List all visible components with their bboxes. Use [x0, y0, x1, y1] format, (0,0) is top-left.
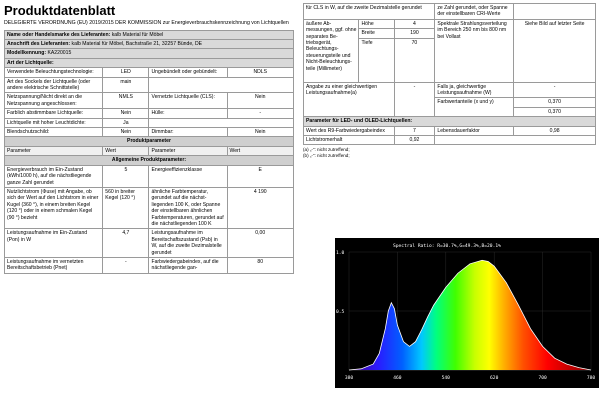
col-param: Parameter — [5, 146, 103, 155]
x-tick-label: 540 — [441, 376, 450, 381]
width-value: 190 — [394, 29, 435, 38]
model-label: Modellkennung: — [7, 50, 47, 57]
socket-value: main — [103, 77, 149, 93]
supplier-name-row — [5, 30, 294, 39]
general-section-title: Allgemeine Produktparameter: — [5, 156, 294, 165]
supplier-address-label: Anschrift des Lieferanten: — [7, 41, 71, 47]
spectral-value: Siehe Bild auf letzter Seite — [514, 19, 596, 82]
x-tick-label: 620 — [490, 376, 499, 381]
product-table-continued — [303, 3, 596, 145]
equiv-flux-label: Falls ja, gleichwertige Leistungsaufnahme (W) — [435, 82, 514, 98]
table-row — [5, 77, 294, 93]
table-row — [5, 118, 294, 127]
table-row — [5, 93, 294, 109]
envelope-label: Hülle: — [149, 109, 227, 118]
spectral-label: Spektrale Strahlungsverteilung im Bereich 250 nm bis 800 nm bei Vollast — [435, 19, 514, 82]
y-axis-ticks — [336, 250, 345, 315]
standby-label: Leistungsaufnahme im Bereitschaftszustand (Psb) in W, auf die zweite Dezimalstelle gerundet — [149, 229, 227, 258]
chart-title: Spectral Ratio: R=30.7%,G=49.3%,B=20.1% — [393, 244, 501, 249]
table-row — [5, 109, 294, 118]
table-row — [5, 128, 294, 137]
r9-label: Wert des R9-Farbwiedergabeindex — [304, 126, 395, 135]
x-tick-label: 780 — [586, 376, 596, 381]
height-label: Höhe — [359, 19, 394, 28]
socket-label: Art des Sockels der Lichtquelle (oder andere elektrische Schnittstelle) — [5, 77, 103, 93]
y-value: 0,370 — [514, 107, 596, 116]
top-label: für CLS in W, auf die zweite Dezimalstelle gerundet — [304, 4, 435, 20]
flux-label: Nutzlichtstrom (Φuse) mit Angabe, ob sich der Wert auf den Lichtstrom in einer Kugel (360 °), in einem breiten Kegel (120 °) oder in einem schmalen Kegel (90 °) bezieht — [5, 187, 103, 228]
regulation-subtitle: DELEGIERTE VERORDNUNG (EU) 2019/2015 DER KOMMISSION zur Energieverbrauchskennzeichnung von Lichtquellen — [4, 20, 289, 26]
eclass-value: E — [227, 165, 294, 187]
depth-label: Tiefe — [359, 38, 394, 82]
standby-value: 0,00 — [227, 229, 294, 258]
model-id: KA220015 — [47, 50, 72, 57]
width-label: Breite — [359, 29, 394, 38]
cct-label: ähnliche Farbtemperatur, gerundet auf die nächstliegenden 100 K, oder Spanne der einstellbaren ähnlichen Farbtemperaturen, gerundet auf die nächstliegenden 100 K — [149, 187, 227, 228]
maintenance-value: 0,92 — [394, 136, 435, 145]
table-row — [5, 229, 294, 258]
networked-label: Leistungsaufnahme im vernetzten Bereitschaftsbetrieb (Pnet) — [5, 257, 103, 273]
network-label: Netzspannung/Nicht direkt an die Netzspannung angeschlossen: — [5, 93, 103, 109]
top-cri-label: ze Zahl gerundet, oder Spanne der einstellbaren CRI-Werte — [435, 4, 514, 20]
color-label: Farblich abstimmbare Lichtquelle: — [5, 109, 103, 118]
type-label: Art der Lichtquelle: — [5, 58, 294, 67]
power-on-label: Leistungsaufnahme im Ein-Zustand (Pon) in W — [5, 229, 103, 258]
type-row — [5, 58, 294, 67]
y-tick-label: 1.0 — [336, 251, 345, 256]
supplier-address-row — [5, 40, 294, 49]
xy-label: Farbwertanteile (x und y) — [435, 98, 514, 117]
dimmable-value: Nein — [227, 128, 294, 137]
table-row — [5, 187, 294, 228]
x-axis-ticks — [345, 375, 596, 381]
table-row — [5, 165, 294, 187]
left-page — [4, 3, 294, 415]
section-header — [304, 117, 596, 126]
cri-label: Farbwiedergabeindex, auf die nächstliegende gan- — [149, 257, 227, 273]
luminance-value: Ja — [103, 118, 149, 127]
envelope-value: - — [227, 109, 294, 118]
led-section-title: Parameter für LED- und OLED-Lichtquellen: — [304, 117, 596, 126]
network-value: NMLS — [103, 93, 149, 109]
tech-value: LED — [103, 68, 149, 77]
eclass-label: Energieeffizienzklasse — [149, 165, 227, 187]
x-tick-label: 700 — [538, 376, 547, 381]
r9-value: 7 — [394, 126, 435, 135]
footnote-a: (a) „-“: nicht zutreffend; — [303, 147, 350, 153]
table-row — [304, 19, 596, 28]
section-header — [5, 137, 294, 146]
luminance-label: Lichtquelle mit hoher Leuchtdichte: — [5, 118, 103, 127]
col-value-2: Wert — [227, 146, 294, 155]
x-value: 0,370 — [514, 98, 596, 107]
depth-value: 70 — [394, 38, 435, 82]
cls-label: Vernetzte Lichtquelle (CLS): — [149, 93, 227, 109]
cct-value: 4 190 — [227, 187, 294, 228]
x-tick-label: 380 — [344, 376, 354, 381]
footnote-b: (b) „-“: nicht zutreffend; — [303, 153, 350, 159]
supplier-address: kalb Material für Möbel, Bachstraße 21, 32257 Bünde, DE — [71, 41, 203, 47]
table-row — [304, 136, 596, 145]
supplier-name-label: Name oder Handelsmarke des Lieferanten: — [7, 31, 111, 38]
spectrum-area — [349, 260, 591, 370]
supplier-name: kalb Material für Möbel — [111, 31, 164, 38]
table-row — [304, 4, 596, 20]
footnotes — [303, 147, 596, 159]
page-title: Produktdatenblatt — [4, 3, 116, 18]
networked-value: - — [103, 257, 149, 273]
glare-value: Nein — [103, 128, 149, 137]
col-param-2: Parameter — [149, 146, 227, 155]
lifetime-value: 0,98 — [514, 126, 596, 135]
table-row — [5, 257, 294, 273]
cls-value: Nein — [227, 93, 294, 109]
spectral-chart — [335, 238, 599, 388]
table-row — [304, 82, 596, 98]
x-tick-label: 460 — [393, 376, 402, 381]
energy-value: 5 — [103, 165, 149, 187]
unbundled-value: NDLS — [227, 68, 294, 77]
y-tick-label: 0.5 — [336, 310, 345, 315]
spectral-chart-svg — [335, 238, 599, 388]
equiv-value: - — [394, 82, 435, 117]
unbundled-label: Ungebündelt oder gebündelt: — [149, 68, 227, 77]
params-section-title: Produktparameter — [5, 137, 294, 146]
height-value: 4 — [394, 19, 435, 28]
cri-value: 80 — [227, 257, 294, 273]
flux-value: 560 in breiter Kegel (120 °) — [103, 187, 149, 228]
energy-label: Energieverbrauch im Ein-Zustand (kWh/1000 h), auf die nächstliegende ganze Zahl gerundet — [5, 165, 103, 187]
col-value: Wert — [103, 146, 149, 155]
dimensions-label: äußere Abmessungen, ggf. ohne separates Betriebsgerät, Beleuchtungssteuerungsteile und Nicht-Beleuchtungsteile (Millimeter) — [304, 19, 359, 82]
equiv-label: Angabe zu einer gleichwertigen Leistungsaufnahme(a) — [304, 82, 395, 117]
glare-label: Blendschutzschild: — [5, 128, 103, 137]
section-header — [5, 156, 294, 165]
table-row — [304, 126, 596, 135]
maintenance-label: Lichtstromerhalt — [304, 136, 395, 145]
tech-label: Verwendete Beleuchtungstechnologie: — [5, 68, 103, 77]
power-on-value: 4,7 — [103, 229, 149, 258]
product-table — [4, 30, 294, 274]
dimmable-label: Dimmbar: — [149, 128, 227, 137]
column-header-row — [5, 146, 294, 155]
color-value: Nein — [103, 109, 149, 118]
model-row — [5, 49, 294, 58]
lifetime-label: Lebensdauerfaktor — [435, 126, 514, 135]
table-row — [5, 68, 294, 77]
equiv-flux-value: - — [514, 82, 596, 98]
